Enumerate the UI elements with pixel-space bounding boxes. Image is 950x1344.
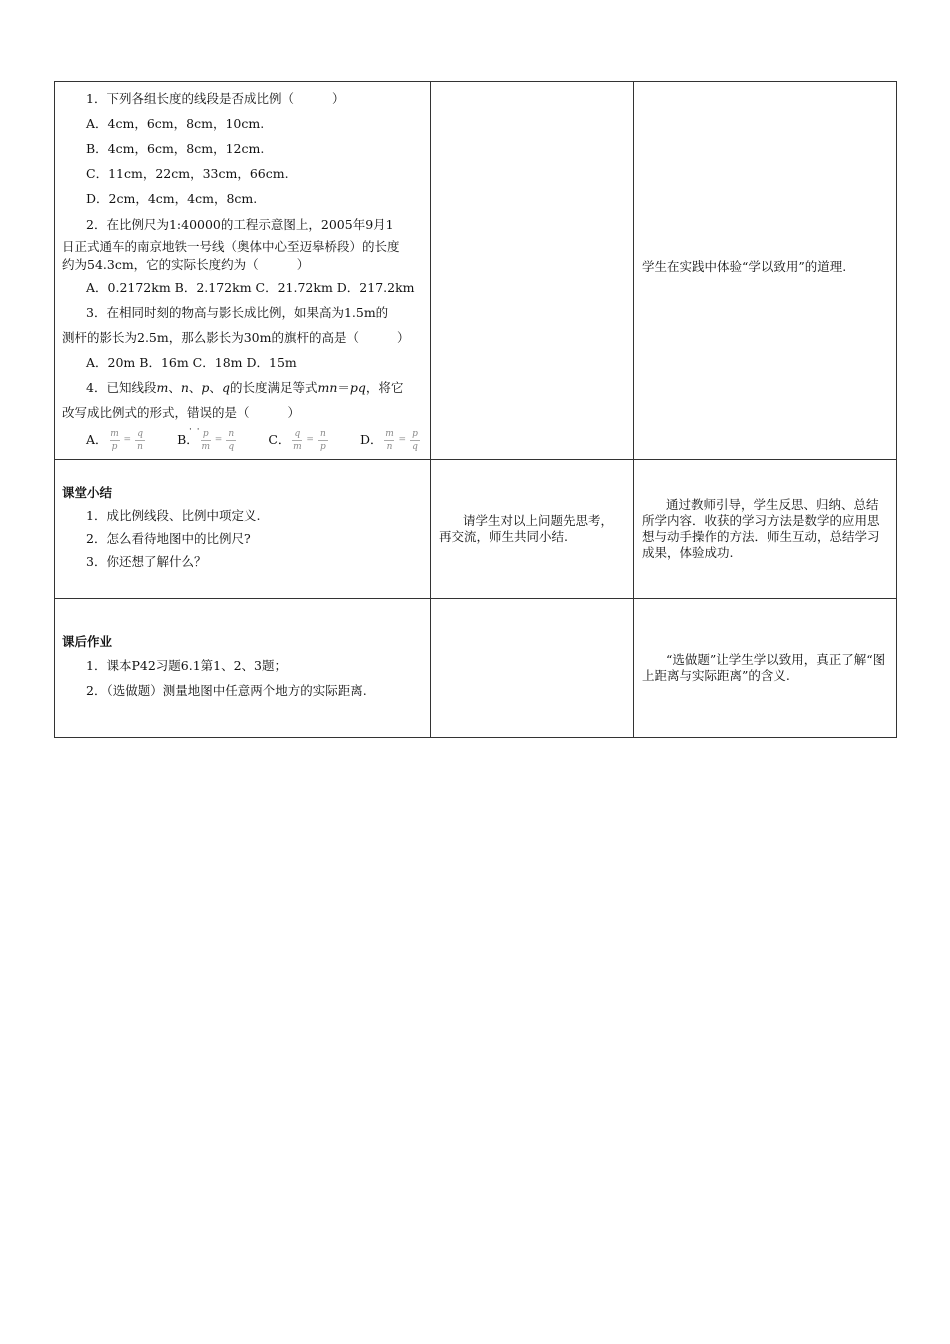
homework-intent-text: “选做题”让学生学以致用，真正了解“图上距离与实际距离”的含义. [642, 652, 886, 683]
q4-option-c: C． $\frac{q}{m}$ = $\frac{n}{p}$ [268, 425, 330, 455]
lesson-plan-table [54, 81, 897, 738]
summary-intent-text: 通过教师引导，学生反思、归纳、总结所学内容．收获的学习方法是数学的应用思想与动手操作的方法．师生互动，总结学习成果，体验成功. [642, 497, 880, 560]
homework-item-1: 1．课本P42习题6.1第1、2、3题； [86, 658, 288, 673]
q2-line-3: 约为54.3cm，它的实际长度约为（ [62, 257, 259, 272]
q4-option-d: D． $\frac{m}{n}$ = $\frac{p}{q}$ [360, 425, 422, 455]
q4-option-a: A． $\frac{m}{p}$ = $\frac{q}{n}$ [86, 425, 147, 455]
homework-heading: 课后作业 [62, 634, 113, 649]
q2-close: ） [296, 257, 310, 272]
q2-line-2: 日正式通车的南京地铁一号线（奥体中心至迈皋桥段）的长度 [62, 239, 400, 254]
exercises-intent-cell [634, 82, 897, 460]
q3-line-1: 3．在相同时刻的物高与影长成比例，如果高为1.5m的 [86, 305, 389, 320]
homework-row [55, 599, 897, 738]
q3-line-2: 测杆的影长为2.5m，那么影长为30m的旗杆的高是（ ） [62, 330, 410, 345]
summary-row [55, 460, 897, 599]
exercises-teacher-cell [431, 82, 634, 460]
summary-teacher-text: 请学生对以上问题先思考，再交流，师生共同小结. [439, 513, 614, 544]
summary-heading: 课堂小结 [62, 485, 113, 500]
exercises-row [55, 82, 897, 460]
emphasis-mark: 错误 · · [187, 405, 212, 420]
q3-options: A．20m B．16m C．18m D．15m [86, 355, 297, 370]
exercises-intent-text: 学生在实践中体验“学以致用”的道理. [642, 258, 847, 274]
q2-options: A．0.2172km B．2.172km C．21.72km D．217.2km [86, 280, 415, 295]
q4-line-2: 改写成比例式的形式，错误 · ·的是（ ） [62, 400, 423, 425]
exercises-content-cell [55, 82, 431, 460]
q4-options [62, 425, 423, 455]
homework-intent-cell [634, 599, 897, 738]
homework-teacher-cell [431, 599, 634, 738]
q1-option-d: D．2cm，4cm，4cm，8cm. [86, 191, 258, 206]
summary-item-3: 3．你还想了解什么？ [86, 554, 207, 569]
summary-intent-cell [634, 460, 897, 599]
q2-stem [62, 214, 423, 272]
q2-line-1: 2．在比例尺为1:40000的工程示意图上，2005年9月1 [86, 217, 394, 232]
q1-option-c: C．11cm，22cm，33cm，66cm. [86, 166, 289, 181]
summary-item-2: 2．怎么看待地图中的比例尺? [86, 531, 251, 546]
q1-option-b: B．4cm，6cm，8cm，12cm. [86, 141, 265, 156]
q1-option-a: A．4cm，6cm，8cm，10cm. [86, 116, 265, 131]
q4-option-b: B． $\frac{p}{m}$ = $\frac{n}{q}$ [177, 425, 238, 455]
q1-stem: 1．下列各组长度的线段是否成比例（ ） [86, 91, 345, 106]
summary-item-1: 1．成比例线段、比例中项定义. [86, 508, 261, 523]
summary-content-cell [55, 460, 431, 599]
q4-line-1: 4．已知线段m、n、p、q的长度满足等式mn＝pq，将它 [86, 380, 404, 395]
summary-teacher-cell [431, 460, 634, 599]
homework-content-cell [55, 599, 431, 738]
homework-item-2: 2．（选做题）测量地图中任意两个地方的实际距离. [86, 683, 367, 698]
